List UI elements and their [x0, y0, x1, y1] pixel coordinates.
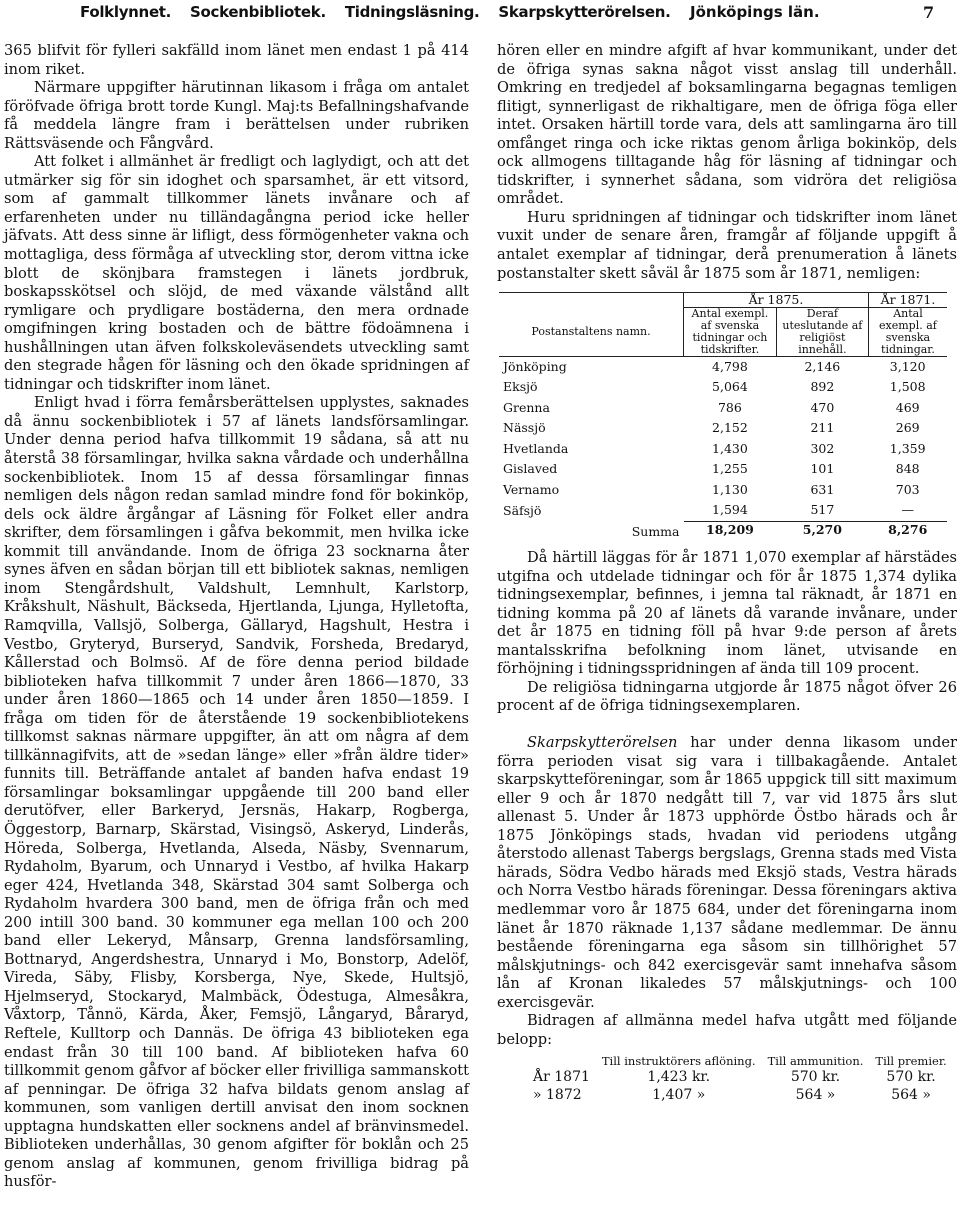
- table-cell-name: Hvetlanda: [503, 440, 569, 456]
- table-cell-c: —: [901, 502, 914, 518]
- table-cell-name: Jönköping: [503, 358, 567, 374]
- header-section: Tidningsläsning.: [344, 3, 480, 21]
- table-cell-a: 1,430: [712, 440, 748, 456]
- approp-cell: 1,423 kr.: [647, 1069, 711, 1086]
- table-cell-a: 786: [717, 399, 742, 415]
- table-cell-a: 2,152: [712, 420, 748, 436]
- paragraph: Att folket i allmänhet är fredligt och laglydigt, och att det utmärker sig för sin idoghet och sparsamhet, är ett vitsord, som af gammalt tillkommer länets invånare och af erfarenheten under nu tilländagångna period icke heller jäfvats. Att dess sinne är lifligt, dess förmögenheter vakna och mottagliga, dess förmåga af utveckling stor, derom vittna icke blott de skönjbara framstegen i länets jordbruk, boskapsskötsel och slöjd, de med växande välstånd allt rymligare och prydligare bostäderna, den mera ordnade omgifningen kring bostaden och de bättre födoämnena i hushållningen utan äfven folkskoleväsendets utveckling samt den stegrade hågen för läsning och den ökade spridningen af tidningar och tidskrifter inom länet.: [4, 153, 469, 393]
- table-cell-a: 1,130: [712, 481, 748, 497]
- approp-cell: 570 kr.: [790, 1069, 841, 1086]
- left-column: [4, 42, 469, 1192]
- table-row: [499, 377, 947, 398]
- table-cell-c: 1,359: [889, 440, 926, 456]
- approp-cell: 564 »: [795, 1087, 836, 1104]
- table-cell-b: 211: [810, 420, 835, 436]
- table-cell-b: 101: [810, 461, 835, 477]
- paragraph: De religiösa tidningarna utgjorde år 1875 något öfver 26 procent af de öfriga tidningsexemplaren.: [497, 678, 957, 715]
- table-cell-name: Gislaved: [503, 461, 558, 477]
- approp-header: Till premier.: [875, 1054, 947, 1069]
- paragraph: Då härtill läggas för år 1871 1,070 exemplar af härstädes utgifna och utdelade tidningar och för år 1875 1,374 dylika tidningsexemplar, befinnes, i jemna tal räknadt, år 1871 en tidning komma på 20 af länets då varande invånare, under det år 1875 en tidning föll på hvar 9:de person af årets mantalsskrifna befolkning inom länet, utvisande en förhöjning i tidningsspridningen af ända till 109 procent.: [497, 549, 957, 678]
- approp-header: Till ammunition.: [767, 1054, 864, 1069]
- table-cell-a: 1,255: [712, 461, 748, 477]
- approp-cell: 564 »: [891, 1087, 931, 1104]
- table-cell-b: 470: [810, 399, 835, 415]
- paragraph: Huru spridningen af tidningar och tidskrifter inom länet vuxit under de senare åren, framgår af följande uppgift å antalet exemplar af tidningar, derå prenumeration å länets postanstalter skett såväl år 1875 som år 1871, nemligen:: [497, 208, 957, 282]
- table-cell-b: 631: [810, 481, 835, 497]
- paragraph: hören eller en mindre afgift af hvar kommunikant, under det de öfriga synas sakna något visst anslag till underhåll. Omkring en tredjedel af boksamlingarna begagnas temligen flitigt, synnerligast de rikhaltigare, men de öfriga föga eller intet. Orsaken härtill torde vara, dels att samlingarna äro till omfånget ringa och icke riktas genom årliga bokinköp, dels ock allmogens tilltagande håg för läsning af tidningar och tidskrifter, i synnerhet sådana, som vidröra det religiösa området.: [497, 42, 957, 208]
- table-cell-b: 302: [810, 440, 835, 456]
- header-county: Jönköpings län.: [690, 3, 820, 21]
- approp-row-label: År 1871: [533, 1069, 590, 1086]
- table-cell-c: 469: [895, 399, 920, 415]
- table-cell-a: 4,798: [712, 358, 748, 374]
- approp-cell: 1,407 »: [652, 1087, 706, 1104]
- table-cell-b: 2,146: [804, 358, 841, 374]
- header-sections: [80, 3, 685, 21]
- header-section: Sockenbibliotek.: [190, 3, 326, 21]
- table-cell-c: 848: [895, 461, 920, 477]
- table-row: [499, 398, 947, 419]
- table-cell-c: 1,508: [889, 379, 926, 395]
- table-year-b: År 1871.: [868, 293, 947, 308]
- approp-header: Till instruktörers aflöning.: [601, 1054, 756, 1069]
- table-cell-c: 269: [895, 420, 920, 436]
- header-section: Skarpskytterörelsen.: [498, 3, 671, 21]
- table-cell-b: 892: [810, 379, 835, 395]
- table-sum-a: 18,209: [684, 521, 777, 539]
- paragraph: Bidragen af allmänna medel hafva utgått med följande belopp:: [497, 1012, 957, 1048]
- paragraph: Enligt hvad i förra femårsberättelsen upplystes, saknades då ännu sockenbibliotek i 57 af länets landsförsamlingar. Under denna period hafva tillkommit 19 sådana, så att nu återstå 38 församlingar, hvilka sakna vårdade och underhållna sockenbibliotek. Inom 15 af dessa församlingar finnas nemligen dels någon redan samlad mindre fond för bokinköp, dels ock äldre årgångar af Läsning för Folket eller andra skrifter, dem församlingen i gåfva bekommit, men hvilka icke kommit till användande. Inom de öfriga 23 socknarna åter synes äfven en sådan början till ett bibliotek saknas, nemligen inom Stengårdshult, Valdshult, Lemnhult, Karlstorp, Kråkshult, Näshult, Bäckseda, Hjertlanda, Ljunga, Hylletofta, Ramqvilla, Vallsjö, Solberga, Gällaryd, Hagshult, Hestra i Vestbo, Gryteryd, Burseryd, Sandvik, Forsheda, Bredaryd, Kållerstad och Bolmsö. Af de före denna period bildade biblioteken hafva tillkommit 7 under åren 1866—1870, 33 under åren 1860—1865 och 14 under åren 1850—1859. I fråga om tiden för de återstående 19 sockenbibliotekens tillkomst saknas närmare uppgifter, än att om några af dem tillkännagifvits, att de »sedan länge» eller »från äldre tider» funnits till. Beträffande antalet af banden hafva endast 19 församlingar boksamlingar uppgående till 200 band eller derutöfver, eller Barkeryd, Jersnäs, Hakarp, Rogberga, Öggestorp, Barnarp, Skärstad, Visingsö, Askeryd, Linderås, Höreda, Solberga, Hvetlanda, Alseda, Näsby, Svennarum, Rydaholm, Byarum, och Unnaryd i Vestbo, af hvilka Hakarp eger 424, Hvetlanda 348, Skärstad 304 samt Solberga och Rydaholm hvardera 300 band, men de öfriga från och med 200 intill 300 band. 30 kommuner ega mellan 100 och 200 band eller Lekeryd, Månsarp, Grenna landsförsamling, Bottnaryd, Angerdshestra, Unnaryd i Mo, Bonstorp, Adelöf, Vireda, Säby, Flisby, Korsberga, Nye, Skede, Hultsjö, Hjelmseryd, Stockaryd, Malmbäck, Ödestuga, Almesåkra, Våxtorp, Tånnö, Kärda, Åker, Femsjö, Långaryd, Båraryd, Reftele, Kulltorp och Dannäs. De öfriga 43 biblioteken ega endast från 30 till 100 band. Af biblioteken hafva 60 tillkommit genom gåfvor af böcker eller frivilliga sammanskott af penningar. De öfriga 32 hafva bildats genom anslag af kommunen, som vanligen dertill anvisat den inom socknen upptagna hundskatten eller socknens andel af bränvinsmedel. Biblioteken underhållas, 30 genom afgifter för boklån och 25 genom anslag af kommunen, genom frivilliga bidrag på husför-: [4, 394, 469, 1191]
- table-sum-b: 5,270: [776, 521, 868, 539]
- italic-term: Skarpskytterörelsen: [527, 734, 678, 752]
- table-row: [499, 459, 947, 480]
- table-row: [499, 480, 947, 501]
- right-column: [497, 42, 957, 1104]
- appropriation-table: [527, 1055, 953, 1104]
- paragraph-text: har under denna likasom under förra perioden visat sig vara i tillbakagående. Antalet skarpskytteföreningar, som år 1865 uppgick till sitt maximum eller 9 och år 1870 nedgått till 7, var vid 1875 års slut allenast 5. Under år 1873 upphörde Östbo härads och år 1875 Jönköpings stads, hvadan vid periodens utgång återstodo allenast Tabergs bergslags, Grenna stads med Vista härads, Södra Vedbo härads med Eksjö stads, Vestra härads och Norra Vestbo härads föreningar. Dessa föreningars aktiva medlemmar voro år 1875 684, under det föreningarna inom länet år 1870 räknade 1,137 sådane medlemmar. De ännu bestående föreningarna ega såsom sin tillhörighet 57 målskjutnings- och 842 exercisgevär samt innehafva såsom lån af Kronan likaledes 57 målskjutnings- och 100 exercisgevär.: [497, 734, 957, 1011]
- paragraph: Närmare uppgifter härutinnan likasom i fråga om antalet föröfvade öfriga brott torde Kungl. Maj:ts Befallningshafvande få meddela längre fram i berättelsen under rubriken Rättsväsende och Fångvård.: [4, 79, 469, 152]
- table-row: [499, 439, 947, 460]
- approp-row-label: » 1872: [533, 1087, 582, 1104]
- header-section: Folklynnet.: [80, 3, 172, 21]
- page-number: 7: [923, 3, 935, 22]
- paragraph: [497, 734, 957, 1012]
- table-row: [499, 356, 947, 377]
- table-col-a2: Deraf uteslutande af religiöst innehåll.: [776, 308, 868, 357]
- table-cell-c: 3,120: [889, 358, 926, 374]
- table-cell-name: Eksjö: [503, 379, 538, 395]
- table-cell-b: 517: [810, 502, 835, 518]
- table-row: [499, 500, 947, 521]
- table-cell-name: Nässjö: [503, 420, 546, 436]
- table-cell-c: 703: [895, 481, 920, 497]
- running-header: [0, 0, 960, 26]
- table-cell-name: Säfsjö: [503, 502, 542, 518]
- table-sum-c: 8,276: [868, 521, 947, 539]
- paragraph: 365 blifvit för fylleri sakfälld inom länet men endast 1 på 414 inom riket.: [4, 42, 469, 78]
- table-col-b1: Antal exempl. af svenska tidningar.: [868, 308, 947, 357]
- table-row: [499, 418, 947, 439]
- table-cell-a: 1,594: [712, 502, 748, 518]
- newspaper-table: [499, 292, 947, 539]
- table-sum-label: Summa: [631, 524, 680, 540]
- table-col-a1: Antal exempl. af svenska tidningar och tidskrifter.: [684, 308, 777, 357]
- table-cell-name: Grenna: [503, 399, 550, 415]
- table-cell-name: Vernamo: [503, 481, 560, 497]
- table-cell-a: 5,064: [712, 379, 748, 395]
- table-year-a: År 1875.: [684, 293, 869, 308]
- approp-cell: 570 kr.: [886, 1069, 936, 1086]
- table-col-name: Postanstaltens namn.: [499, 308, 684, 357]
